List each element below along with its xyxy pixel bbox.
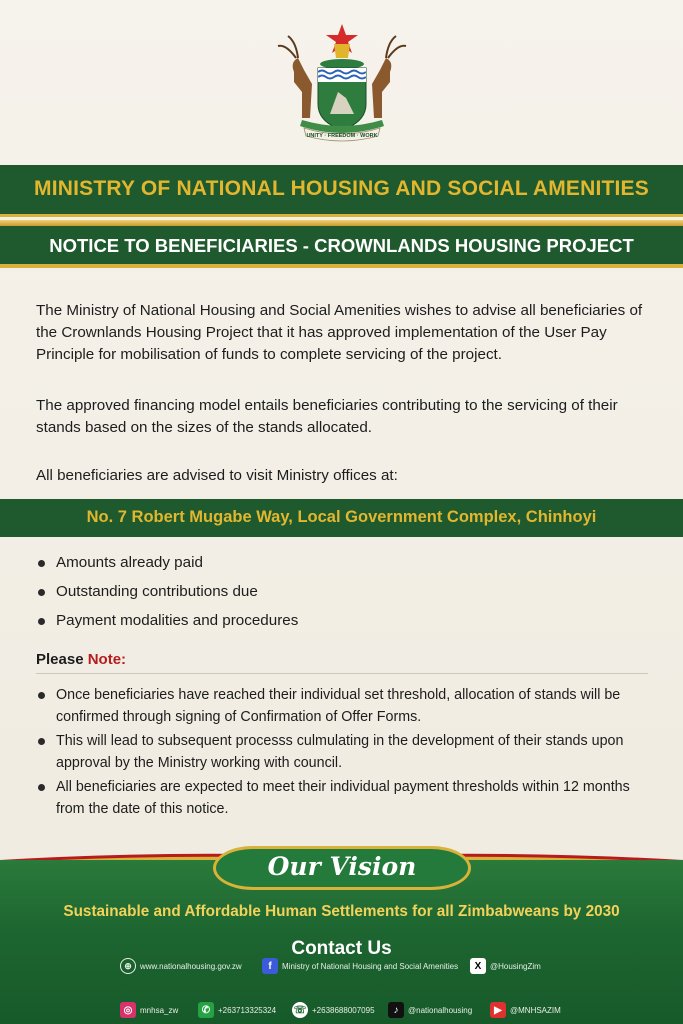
facebook-contact[interactable] — [262, 958, 458, 974]
x-contact[interactable] — [470, 958, 541, 974]
x-text: @HousingZim — [490, 961, 541, 971]
tiktok-icon: ♪ — [388, 1002, 404, 1018]
x-icon: X — [470, 958, 486, 974]
vision-title: Our Vision — [267, 852, 417, 881]
intro-paragraph: The Ministry of National Housing and Social Amenities wishes to advise all beneficiaries of the Crownlands Housing Project that it has approved implementation of the User Pay Principle for mobilisation of funds to complete servicing of the project. — [36, 302, 643, 363]
financing-paragraph: The approved financing model entails beneficiaries contributing to the servicing of their stands based on the sizes of the stands allocated. — [36, 397, 618, 436]
instagram-contact[interactable] — [120, 1002, 178, 1018]
vision-statement: Sustainable and Affordable Human Settlements for all Zimbabweans by 2030 — [63, 903, 620, 920]
ministry-title: MINISTRY OF NATIONAL HOUSING AND SOCIAL AMENITIES — [34, 177, 649, 200]
svg-text:UNITY · FREEDOM · WORK: UNITY · FREEDOM · WORK — [306, 133, 378, 139]
whatsapp-text: +263713325324 — [218, 1005, 277, 1015]
youtube-text: @MNHSAZIM — [510, 1005, 561, 1015]
list-item: This will lead to subsequent processs culmulating in the development of their stands upon approval by the Ministry working with council. — [36, 730, 648, 774]
website-text: www.nationalhousing.gov.zw — [140, 961, 242, 971]
note-label-highlight: Note: — [87, 651, 127, 668]
phone-icon: ☏ — [292, 1002, 308, 1018]
contact-row — [120, 958, 680, 976]
visit-purpose-list — [36, 548, 648, 635]
note-heading — [36, 651, 126, 668]
contact-title: Contact Us — [291, 938, 392, 959]
list-item: Once beneficiaries have reached their individual set threshold, allocation of stands will be confirmed through signing of Confirmation of Offer Forms. — [36, 684, 648, 728]
list-item: Amounts already paid — [36, 548, 648, 577]
website-contact[interactable] — [120, 958, 242, 974]
list-item: Outstanding contributions due — [36, 577, 648, 606]
whatsapp-contact[interactable] — [198, 1002, 276, 1018]
list-item: Payment modalities and procedures — [36, 606, 648, 635]
youtube-icon: ▶ — [490, 1002, 506, 1018]
facebook-text: Ministry of National Housing and Social Amenities — [282, 961, 459, 971]
list-item: All beneficiaries are expected to meet their individual payment thresholds within 12 months from the date of this notice. — [36, 776, 648, 820]
tiktok-text: @nationalhousing — [408, 1005, 473, 1015]
youtube-contact[interactable] — [490, 1002, 561, 1018]
zimbabwe-coat-of-arms-icon — [272, 22, 412, 142]
instagram-text: mnhsa_zw — [140, 1005, 179, 1015]
whatsapp-icon: ✆ — [198, 1002, 214, 1018]
divider — [36, 673, 648, 674]
office-address: No. 7 Robert Mugabe Way, Local Government Complex, Chinhoyi — [86, 508, 597, 526]
instagram-icon: ◎ — [120, 1002, 136, 1018]
visit-paragraph: All beneficiaries are advised to visit Ministry offices at: — [36, 467, 398, 484]
phone-contact[interactable] — [292, 1002, 375, 1018]
globe-icon: ⊕ — [120, 958, 136, 974]
phone-text: +2638688007095 — [312, 1005, 375, 1015]
tiktok-contact[interactable] — [388, 1002, 472, 1018]
contact-row — [120, 1002, 680, 1020]
facebook-icon: f — [262, 958, 278, 974]
notice-title: NOTICE TO BENEFICIARIES - CROWNLANDS HOUSING PROJECT — [49, 235, 634, 256]
note-label-prefix: Please — [36, 651, 88, 668]
notes-list — [36, 684, 648, 822]
